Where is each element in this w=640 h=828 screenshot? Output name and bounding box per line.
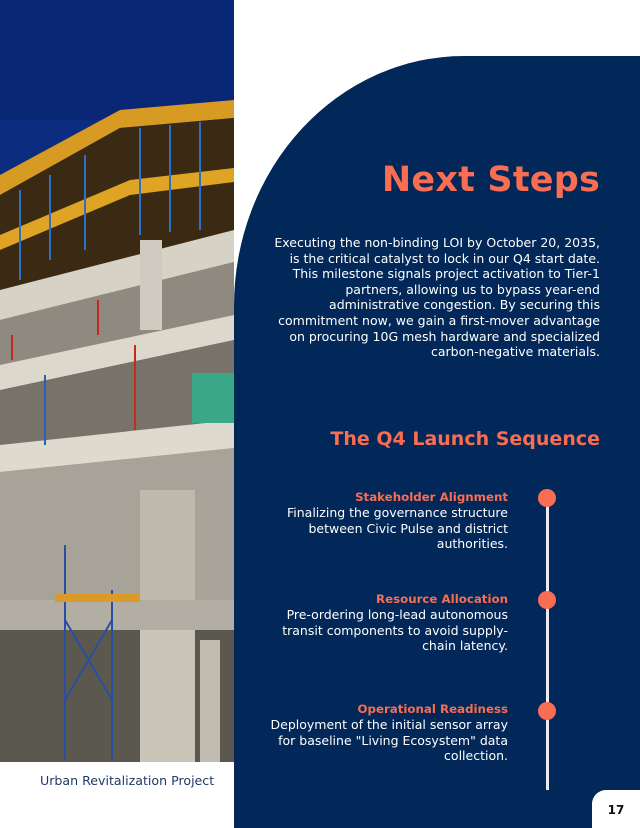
timeline-step [258,490,508,552]
step-description: Pre-ordering long-lead autonomous transit components to avoid supply-chain latency. [282,607,508,654]
timeline-dot-icon [538,591,556,609]
step-title: Operational Readiness [357,702,508,716]
building-illustration [0,0,234,762]
timeline-step [258,592,508,654]
timeline-dot-icon [538,489,556,507]
construction-building-photo [0,0,234,762]
page-title: Next Steps [381,160,600,200]
page-number-box [592,790,640,828]
timeline-step [258,702,508,764]
page-number: 17 [607,803,625,817]
intro-paragraph: Executing the non-binding LOI by October 20, 2035, is the critical catalyst to lock in our Q4 start date. This milestone signals project activation to Tier-1 partners, allowing us to bypass year-end administrative congestion. By securing this commitment now, we gain a first-mover advantage on procuring 10G mesh hardware and specialized carbon-negative materials. [274,235,600,360]
step-description: Finalizing the governance structure between Civic Pulse and district authorities. [287,505,508,552]
project-label: Urban Revitalization Project [40,773,215,788]
step-title: Resource Allocation [376,592,508,606]
step-description: Deployment of the initial sensor array for baseline "Living Ecosystem" data collection. [270,717,508,764]
section-subtitle: The Q4 Launch Sequence [330,428,600,450]
timeline-dot-icon [538,702,556,720]
timeline-line [546,497,549,790]
step-title: Stakeholder Alignment [355,490,508,504]
